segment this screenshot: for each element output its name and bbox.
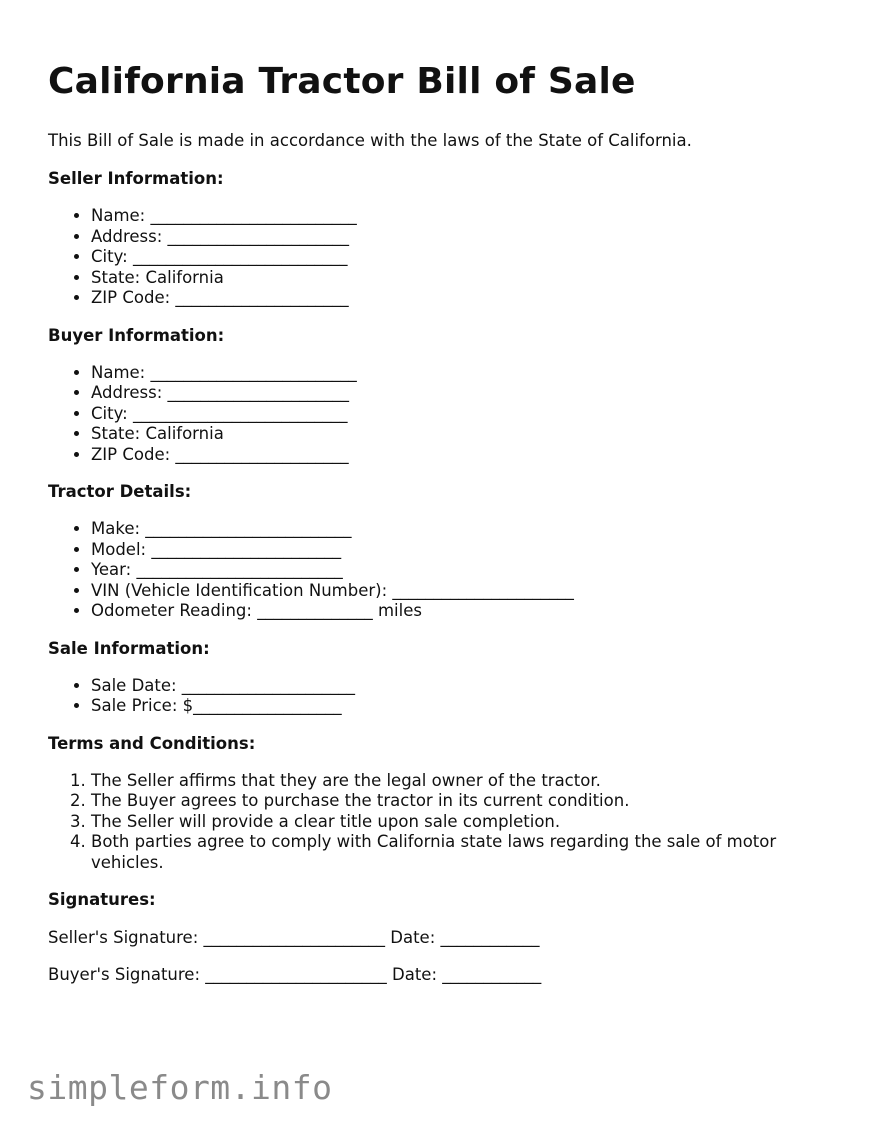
buyer-heading: Buyer Information: bbox=[48, 325, 225, 345]
buyer-signature-line: Buyer's Signature: ______________________ Date: ____________ bbox=[48, 965, 542, 984]
terms-list bbox=[48, 771, 838, 874]
buyer-address-field: • Address: ______________________ bbox=[91, 383, 838, 404]
buyer-zip-field: • ZIP Code: _____________________ bbox=[91, 445, 838, 466]
seller-list bbox=[48, 206, 838, 309]
signatures-heading: Signatures: bbox=[48, 890, 156, 909]
watermark: simpleform.info bbox=[27, 1068, 333, 1107]
tractor-vin-field: • VIN (Vehicle Identification Number): ______________________ bbox=[91, 581, 838, 602]
sale-date-field: • Sale Date: _____________________ bbox=[91, 676, 838, 697]
page-title: California Tractor Bill of Sale bbox=[48, 61, 636, 102]
seller-address-field: • Address: ______________________ bbox=[91, 227, 838, 248]
tractor-year-field: • Year: _________________________ bbox=[91, 560, 838, 581]
tractor-list bbox=[48, 519, 838, 622]
terms-item: 2. The Buyer agrees to purchase the tractor in its current condition. bbox=[91, 791, 838, 812]
terms-item: 1. The Seller affirms that they are the legal owner of the tractor. bbox=[91, 771, 838, 792]
buyer-city-field: • City: __________________________ bbox=[91, 404, 838, 425]
sale-heading: Sale Information: bbox=[48, 638, 210, 658]
sale-list bbox=[48, 676, 838, 717]
seller-state-field: • State: California bbox=[91, 268, 838, 289]
terms-item: 4. Both parties agree to comply with California state laws regarding the sale of motor vehicles. bbox=[91, 832, 838, 873]
seller-city-field: • City: __________________________ bbox=[91, 247, 838, 268]
seller-heading: Seller Information: bbox=[48, 169, 224, 188]
buyer-name-field: • Name: _________________________ bbox=[91, 363, 838, 384]
terms-item: 3. The Seller will provide a clear title upon sale completion. bbox=[91, 812, 838, 833]
buyer-state-field: • State: California bbox=[91, 424, 838, 445]
sale-price-field: • Sale Price: $__________________ bbox=[91, 696, 838, 717]
document bbox=[48, 58, 838, 1001]
seller-name-field: • Name: _________________________ bbox=[91, 206, 838, 227]
tractor-make-field: • Make: _________________________ bbox=[91, 519, 838, 540]
tractor-odometer-field: • Odometer Reading: ______________ miles bbox=[91, 601, 838, 622]
tractor-model-field: • Model: _______________________ bbox=[91, 540, 838, 561]
intro-text: This Bill of Sale is made in accordance with the laws of the State of California. bbox=[48, 131, 692, 150]
buyer-list bbox=[48, 363, 838, 466]
seller-zip-field: • ZIP Code: _____________________ bbox=[91, 288, 838, 309]
seller-signature-line: Seller's Signature: ______________________ Date: ____________ bbox=[48, 928, 540, 947]
tractor-heading: Tractor Details: bbox=[48, 482, 192, 501]
terms-heading: Terms and Conditions: bbox=[48, 733, 256, 753]
